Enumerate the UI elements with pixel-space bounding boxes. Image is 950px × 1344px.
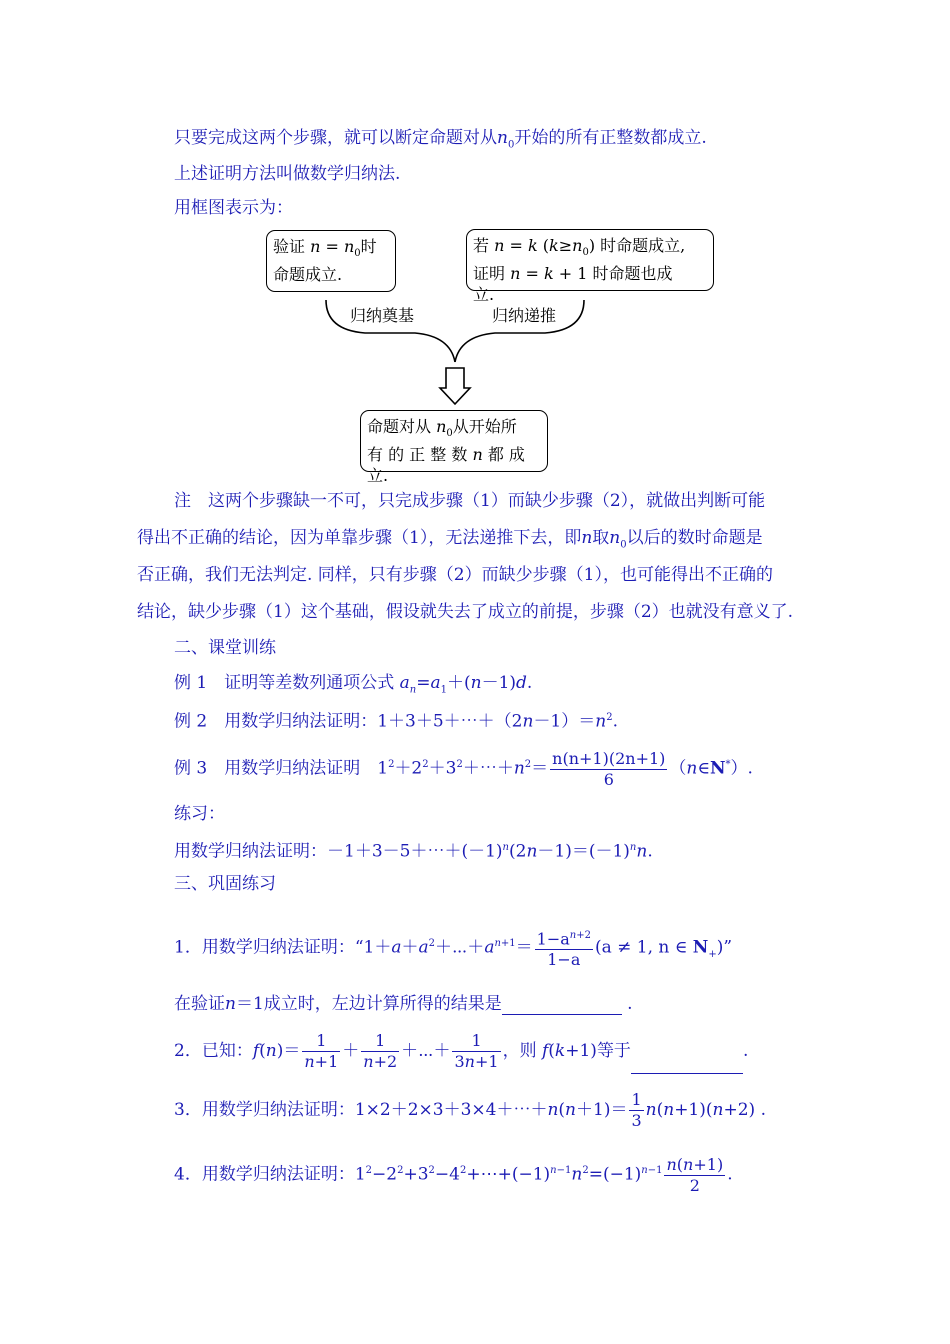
question-1-followup: 在验证n＝1成立时，左边计算所得的结果是 . — [174, 994, 633, 1014]
question-1-fraction: $\frac{1-a^{n+2}}{1-a}$ — [535, 926, 593, 970]
section-2-title: 二、课堂训练 — [174, 638, 276, 658]
example-3-fraction: $\frac{n(n+1)(2n+1)}{6}$ — [552, 748, 666, 789]
answer-blank-1[interactable] — [502, 996, 622, 1015]
section-3-title: 三、巩固练习 — [174, 874, 276, 894]
example-2: 例 2 用数学归纳法证明：$1+3+5+\cdots+(2n-1)=n^2$. — [174, 711, 618, 732]
example-3: 例 3 用数学归纳法证明 $1^2+2^2+3^2+\cdots+n^2=$ $\frac{n(n+1)(2n+1)}{6}$ （n∈N*）. — [174, 748, 753, 789]
practice-problem: 用数学归纳法证明：$-1+3-5+\cdots+(-1)^n(2n-1)=(-1)^nn$. — [174, 841, 653, 862]
diagram-box-base: 验证 $n = n_0$时 命题成立. — [266, 230, 396, 292]
answer-blank-2[interactable] — [631, 1055, 743, 1074]
question-1: 1．用数学归纳法证明：“$1+a+a^2+\cdots+a^{n+1}=$ $\frac{1-a^{n+2}}{1-a}$ (a ≠ 1, n ∈ $N_+$)” — [174, 920, 732, 979]
question-4: 4．用数学归纳法证明：$1^2-2^2+3^2-4^2+\cdots+(-1)^{n-1}n^2=(-1)^{n-1}$ $\frac{n(n+1)}{2}$ . — [174, 1154, 733, 1195]
practice-title: 练习： — [174, 804, 225, 824]
question-2: 2．已知：f(n)＝ $\frac{1}{n+1}$ ＋ $\frac{1}{n+2}$ ＋⋯＋ $\frac{1}{3n+1}$ ，则 f(k+1)等于 . — [174, 1028, 748, 1074]
diagram-box-conclusion: 命题对从 $n_0$从开始所 有 的 正 整 数 n 都 成 立. — [360, 410, 548, 472]
example-1: 例 1 证明等差数列通项公式 $a_n=a_1+(n-1)d$. — [174, 673, 533, 696]
note-line-2: 得出不正确的结论，因为单靠步骤（1），无法递推下去，即n取$n_0$以后的数时命题是 — [137, 528, 763, 551]
intro-line-3: 用框图表示为： — [174, 198, 293, 218]
intro-line-2: 上述证明方法叫做数学归纳法. — [174, 164, 401, 184]
note-line-4: 结论，缺少步骤（1）这个基础，假设就失去了成立的前提，步骤（2）也就没有意义了. — [137, 602, 794, 622]
question-3: 3．用数学归纳法证明：1×2＋2×3＋3×4＋⋯＋n(n＋1)＝ $\frac{1}{3}$ n(n+1)(n+2) . — [174, 1090, 766, 1130]
label-induction-base: 归纳奠基 — [350, 306, 415, 325]
diagram-box-inductive-step: 若 n = k $(k\ge n_0)$ 时命题成立, 证明 n = k + 1 时命题也成 立. — [466, 229, 714, 291]
note-line-3: 否正确，我们无法判定. 同样，只有步骤（2）而缺少步骤（1），也可能得出不正确的 — [137, 565, 773, 585]
down-arrow — [440, 368, 470, 404]
intro-line-1: 只要完成这两个步骤，就可以断定命题对从$n_0$开始的所有正整数都成立. — [174, 128, 707, 151]
label-induction-step: 归纳递推 — [492, 306, 557, 325]
note-line-1: 注 这两个步骤缺一不可，只完成步骤（1）而缺少步骤（2），就做出判断可能 — [174, 491, 766, 511]
